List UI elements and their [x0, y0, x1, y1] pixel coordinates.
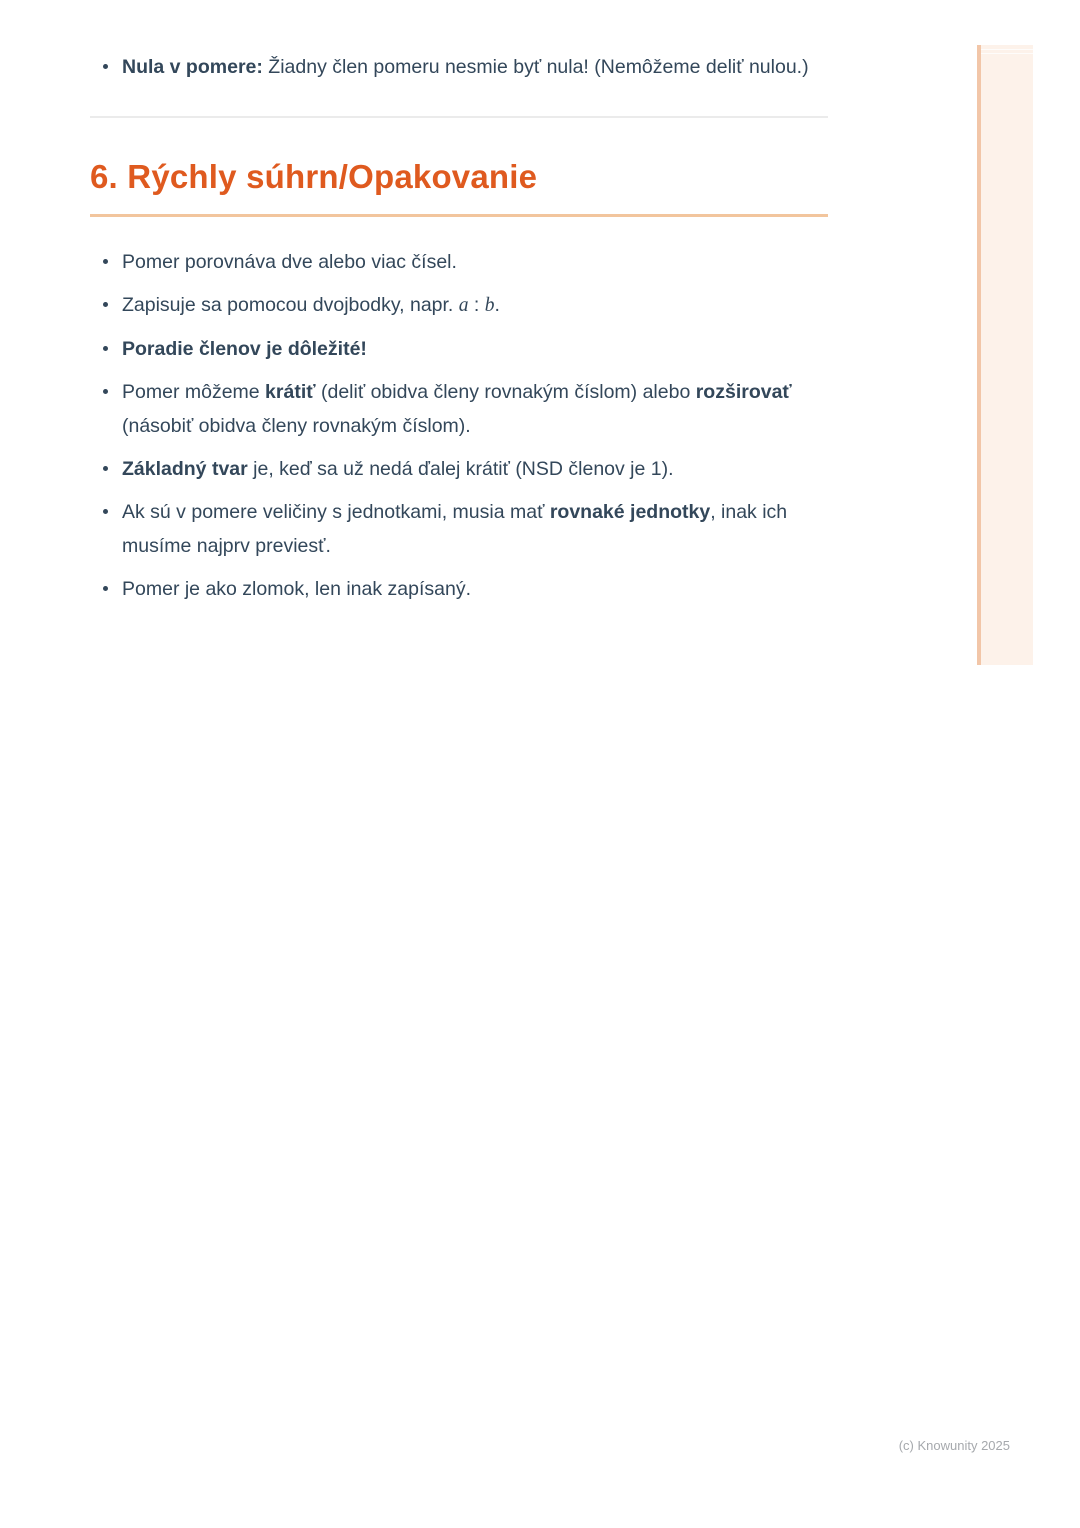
top-note-list: [90, 50, 828, 84]
text-run: Zapisuje sa pomocou dvojbodky, napr.: [122, 294, 459, 316]
bold-text-run: Poradie členov je dôležité!: [122, 338, 367, 360]
list-item: [90, 288, 828, 323]
section-heading: 6. Rýchly súhrn/Opakovanie: [90, 158, 538, 195]
bold-text-run: Základný tvar: [122, 458, 248, 480]
list-item: [90, 332, 828, 366]
text-run: je, keď sa už nedá ďalej krátiť (NSD členov je 1).: [247, 458, 674, 480]
text-run: (násobiť obidva členy rovnakým číslom).: [122, 415, 471, 437]
copyright-note: (c) Knowunity 2025: [898, 1438, 1010, 1453]
text-run: Ak sú v pomere veličiny s jednotkami, musia mať: [122, 501, 550, 523]
math-variable: a: [458, 295, 469, 316]
text-run: , inak ich musíme najprv previesť.: [122, 501, 788, 557]
math-variable: b: [484, 295, 495, 316]
heading-underline: [90, 214, 828, 217]
section-divider: [90, 116, 828, 118]
list-item: [90, 245, 828, 279]
next-page-edge-strip: [977, 45, 1033, 665]
list-item: [90, 452, 828, 486]
text-run: (deliť obidva členy rovnakým číslom) alebo: [315, 381, 696, 403]
text-run: Pomer môžeme: [122, 381, 266, 403]
text-run: Žiadny člen pomeru nesmie byť nula! (Nemôžeme deliť nulou.): [262, 56, 809, 78]
bold-text-run: krátiť: [265, 381, 316, 403]
list-item: [90, 375, 828, 443]
list-item: [90, 572, 828, 606]
list-item: [90, 495, 828, 563]
text-run: .: [494, 294, 500, 316]
text-run: :: [468, 294, 485, 316]
text-run: Pomer porovnáva dve alebo viac čísel.: [122, 251, 457, 273]
text-run: Pomer je ako zlomok, len inak zapísaný.: [122, 578, 472, 600]
content-column: [90, 0, 828, 615]
bold-text-run: Nula v pomere:: [122, 56, 263, 78]
list-item: [90, 50, 828, 84]
bold-text-run: rozširovať: [695, 381, 792, 403]
bold-text-run: rovnaké jednotky: [549, 501, 711, 523]
summary-list: [90, 245, 828, 606]
